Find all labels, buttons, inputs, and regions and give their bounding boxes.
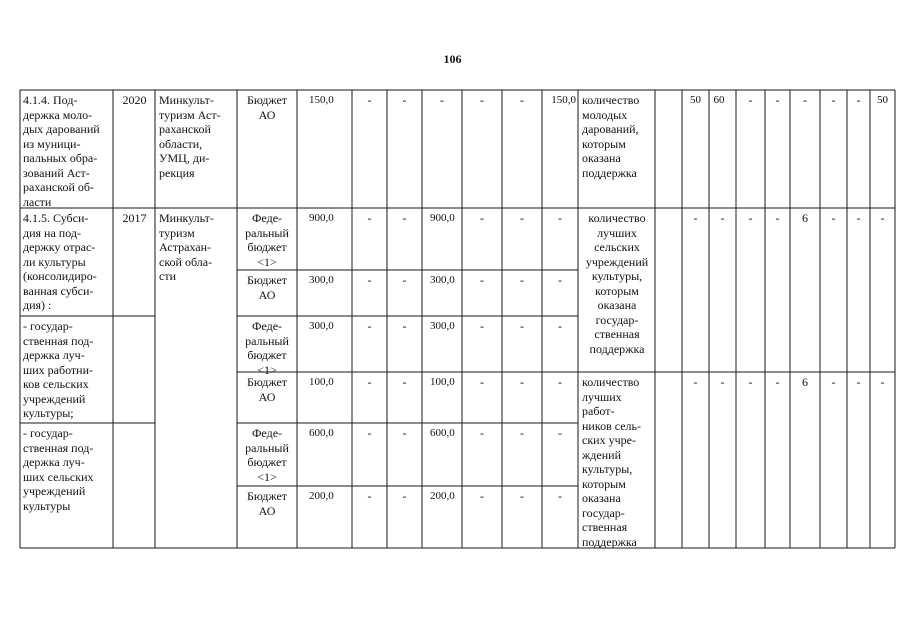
funding-line-2-d3: 300,0: [430, 274, 455, 286]
funding-line-6-total: 200,0: [309, 490, 334, 502]
page-number: 106: [443, 52, 462, 66]
item-4-1-4-year-5: -: [520, 93, 524, 107]
funding-line-4-d5: -: [520, 375, 524, 389]
funding-line-4-d3: 100,0: [430, 376, 455, 388]
funding-line-4-source: Бюджет АО: [246, 375, 288, 404]
item-4-1-5-indicator-institutions: количество лучших сельских учреждений культуры, которым оказана государ- ственная поддержка: [585, 211, 649, 356]
item-4-1-4-title: 4.1.4. Под- держка моло- дых дарований из муници- пальных обра- зований Аст- раханской об- ласти: [23, 93, 100, 209]
target-value-2-3: -: [748, 375, 753, 389]
target-value-2-7: -: [856, 375, 861, 389]
funding-line-1-total: 900,0: [309, 212, 334, 224]
target-value-2-2: -: [720, 375, 725, 389]
item-4-1-4-value-8: 50: [877, 94, 888, 106]
funding-line-2-d4: -: [480, 273, 484, 287]
target-value-1-2: -: [720, 211, 725, 225]
item-4-1-4-funding-source: Бюджет АО: [246, 93, 288, 122]
funding-line-2-total: 300,0: [309, 274, 334, 286]
funding-line-5-d2: -: [402, 426, 407, 440]
funding-line-5-d3: 600,0: [430, 427, 455, 439]
item-4-1-4-value-5: -: [803, 93, 807, 107]
item-4-1-4-value-3: -: [748, 93, 753, 107]
funding-line-4-total: 100,0: [309, 376, 334, 388]
funding-line-1-d4: -: [480, 211, 484, 225]
funding-line-5-d5: -: [520, 426, 524, 440]
item-4-1-4-value-4: -: [775, 93, 780, 107]
funding-line-4-d2: -: [402, 375, 407, 389]
item-4-1-4-indicator: количество молодых дарований, которым оказана поддержка: [582, 93, 640, 180]
item-4-1-4-value-7: -: [856, 93, 861, 107]
funding-line-3-d2: -: [402, 319, 407, 333]
funding-line-3-total: 300,0: [309, 320, 334, 332]
funding-line-5-last: -: [558, 426, 562, 440]
item-4-1-5-executor: Минкульт- туризм Астрахан- ской обла- сти: [159, 211, 214, 283]
funding-line-2-source: Бюджет АО: [246, 273, 288, 302]
funding-line-2-last: -: [558, 273, 562, 287]
item-4-1-5-title: 4.1.5. Субси- дия на под- держку отрас- ли культуры (консолидиро- ванная субси- дия) :: [23, 211, 97, 312]
item-4-1-5-indicator-workers: количество лучших работ- ников сель- ских учре- ждений культуры, которым оказана государ- ственная поддержка: [582, 375, 641, 549]
funding-line-6-d4: -: [480, 489, 484, 503]
item-4-1-4-year-3: -: [440, 93, 444, 107]
target-value-2-5: 6: [802, 375, 808, 389]
funding-line-2-d2: -: [402, 273, 407, 287]
funding-line-6-last: -: [558, 489, 562, 503]
item-4-1-4-total: 150,0: [309, 94, 334, 106]
target-value-1-5: 6: [802, 211, 808, 225]
target-value-1-4: -: [775, 211, 780, 225]
funding-line-6-d5: -: [520, 489, 524, 503]
funding-line-5-total: 600,0: [309, 427, 334, 439]
funding-line-5-d1: -: [367, 426, 372, 440]
funding-line-1-last: -: [558, 211, 562, 225]
item-4-1-4-executor: Минкульт- туризм Аст- раханской области, УМЦ, ди- рекция: [159, 93, 221, 180]
target-value-1-6: -: [831, 211, 836, 225]
item-4-1-4-value-2: 60: [713, 94, 725, 106]
item-4-1-4-value-6: -: [831, 93, 836, 107]
funding-line-6-d1: -: [367, 489, 372, 503]
target-value-1-3: -: [748, 211, 753, 225]
item-4-1-4-year-1: -: [367, 93, 372, 107]
item-4-1-4-value-1: 50: [690, 94, 701, 106]
funding-line-6-d3: 200,0: [430, 490, 455, 502]
target-value-1-1: -: [693, 211, 698, 225]
funding-line-5-d4: -: [480, 426, 484, 440]
target-value-2-4: -: [775, 375, 780, 389]
target-value-1-8: -: [880, 211, 885, 225]
item-4-1-4-year-6: 150,0: [551, 94, 576, 106]
funding-line-3-d5: -: [520, 319, 524, 333]
funding-line-2-d5: -: [520, 273, 524, 287]
item-4-1-4-year-4: -: [480, 93, 484, 107]
funding-line-1-d5: -: [520, 211, 524, 225]
item-4-1-4-year-2: -: [402, 93, 407, 107]
target-value-2-8: -: [880, 375, 885, 389]
target-value-2-1: -: [693, 375, 698, 389]
item-4-1-5-subitem-workers: - государ- ственная под- держка луч- ших работни- ков сельских учреждений культуры;: [23, 319, 94, 420]
item-4-1-4-year: 2020: [122, 93, 147, 107]
item-4-1-5-year: 2017: [122, 211, 147, 225]
funding-line-5-source: Феде- ральный бюджет <1>: [245, 426, 289, 484]
funding-line-3-d3: 300,0: [430, 320, 455, 332]
funding-line-3-source: Феде- ральный бюджет <1>: [245, 319, 289, 377]
funding-line-2-d1: -: [367, 273, 372, 287]
target-value-1-7: -: [856, 211, 861, 225]
funding-line-6-source: Бюджет АО: [246, 489, 288, 518]
funding-line-1-d1: -: [367, 211, 372, 225]
funding-line-3-d4: -: [480, 319, 484, 333]
funding-line-4-d1: -: [367, 375, 372, 389]
target-value-2-6: -: [831, 375, 836, 389]
funding-line-6-d2: -: [402, 489, 407, 503]
funding-line-3-last: -: [558, 319, 562, 333]
funding-line-1-source: Феде- ральный бюджет <1>: [245, 211, 289, 269]
funding-line-4-d4: -: [480, 375, 484, 389]
funding-line-3-d1: -: [367, 319, 372, 333]
funding-line-1-d3: 900,0: [430, 212, 455, 224]
item-4-1-5-subitem-institutions: - государ- ственная под- держка луч- ших сельских учреждений культуры: [23, 426, 94, 513]
funding-line-4-last: -: [558, 375, 562, 389]
funding-line-1-d2: -: [402, 211, 407, 225]
